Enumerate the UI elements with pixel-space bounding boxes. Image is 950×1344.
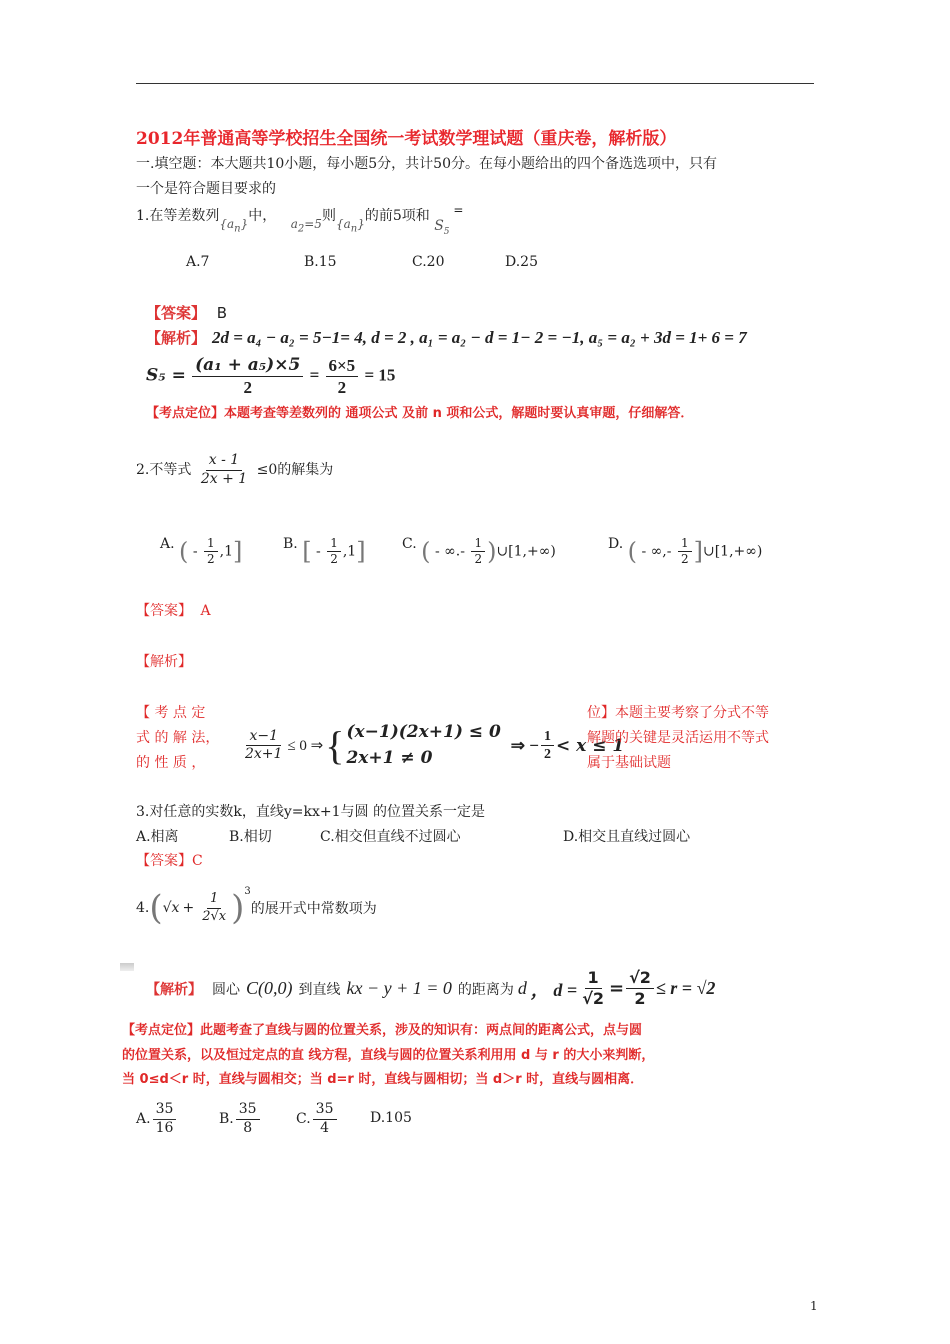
q2-opt-b-label: B. [283, 536, 298, 552]
q1-analysis-line2 [146, 355, 395, 399]
q1-cond: a [290, 217, 298, 231]
q3-stem: 3.对任意的实数k，直线y=kx+1与圆 的位置关系一定是 [136, 804, 485, 820]
q4-analysis-b: 到直线 [298, 981, 341, 998]
q4-opt-b-label: B. [219, 1111, 234, 1127]
q3-option-a: A.相离 [136, 829, 179, 845]
q4-analysis-tail: ≤ r = √2 [655, 978, 716, 998]
q2-sys-implies: ⇒ − [510, 735, 539, 755]
q2-point-left-3: 的 性 质 ， [136, 755, 206, 771]
q4-option-c [296, 1101, 339, 1137]
q4-point-text1: 此题考查了直线与圆的位置关系，涉及的知识有：两点间的距离公式，点与圆 [200, 1023, 643, 1038]
q2-frac-num: x - 1 [206, 452, 242, 471]
q2-opt-a-num: 1 [204, 536, 218, 552]
q1-point-tag: 【考点定位】 [146, 406, 225, 421]
q2-opt-c-tail: ∪[1,+∞) [496, 543, 556, 560]
q1-analysis-tag: 【解析】 [146, 329, 207, 347]
q2-opt-c-den: 2 [474, 552, 483, 566]
q3-answer [136, 850, 203, 870]
section-intro-1: 一.填空题：本大题共10小题，每小题5分，共计50分。在每小题给出的四个备选选项中，只有 [136, 156, 717, 172]
q2-frac-den: 2x + 1 [200, 470, 248, 487]
q2-point-right-1: 位】本题主要考察了分式不等 [587, 705, 769, 721]
scribble-mark [120, 963, 134, 971]
q1-seq: {a [219, 217, 235, 231]
q1-frac-eq: = [309, 365, 320, 385]
q1-sum-sub: 5 [443, 226, 450, 237]
q1-point [146, 402, 693, 421]
q4-frac1-den: √2 [582, 989, 604, 1008]
q4-point-line2: 的位置关系，以及恒过定点的直 线方程，直线与圆的位置关系利用用 d 与 r 的大小来判断， [122, 1048, 655, 1063]
q4-opt-c-den: 4 [320, 1119, 330, 1136]
q1-stem: 1.在等差数列$\{a_n\}$中， $a_2=5$则$\{a_n\}$的前5项和 $S_5$ = [136, 203, 464, 237]
q2-opt-a-label: A. [160, 536, 175, 552]
q4-point-line3: 当 0≤d＜r 时，直线与圆相交；当 d=r 时，直线与圆相切；当 d＞r 时，直线与圆相离． [122, 1072, 644, 1087]
q4-opt-a-label: A. [136, 1111, 151, 1127]
q1-frac1-den: 2 [243, 378, 252, 398]
q2-point-right-2: 解题的关键是灵活运用不等式 [587, 730, 769, 746]
q4-frac2-num: √2 [626, 968, 654, 989]
q4-opt-c-label: C. [296, 1111, 311, 1127]
q2-answer [136, 600, 211, 620]
q3-answer-tag: 【答案】 [136, 853, 192, 869]
q3-option-b: B.相切 [229, 829, 272, 845]
q4-frac1-num: 1 [585, 968, 602, 989]
q1-option-a: A.7 [186, 254, 210, 270]
q2-solution: $\frac{x-1}{2x+1}$ ≤ 0 ⇒ { (x−1)(2x+1) ≤ 0 2x+1 ≠ 0 ⇒ − $\frac{1}{2}$ < x ≤ 1 [240, 720, 624, 771]
q2-opt-a-den: 2 [207, 552, 215, 566]
q1-cond-sub: 2 [297, 223, 305, 235]
q4-point-line1 [122, 1019, 642, 1038]
q1-eq: = [449, 203, 464, 217]
q4-analysis-eq2: = [609, 978, 625, 999]
q1-cond-val: =5 [304, 217, 322, 231]
q2-opt-d-num: 1 [678, 536, 692, 552]
q1-stem-c: 则 [321, 208, 336, 224]
q4-analysis-line: kx − y + 1 = 0 [346, 978, 452, 998]
q4-sqrt-x: √x [162, 900, 180, 916]
q4-frac2-den: 2 [634, 989, 646, 1008]
q4-option-b [219, 1101, 262, 1137]
q1-stem-b: 中， [248, 208, 277, 224]
q2-sys-half-den: 2 [543, 747, 551, 762]
q1-option-b: B.15 [304, 254, 337, 270]
page-number: 1 [810, 1299, 818, 1313]
q4-analysis-a: 圆心 [212, 981, 240, 998]
q2-sys-frac-num: x−1 [246, 728, 281, 747]
q2-opt-b-den: 2 [330, 552, 338, 566]
q2-opt-d-label: D. [608, 536, 624, 552]
q4-analysis-d-var: d [517, 978, 527, 998]
page-title: 2012年普通高等学校招生全国统一考试数学理试题（重庆卷，解析版） [136, 129, 677, 149]
q2-sys-row2: 2x+1 ≠ 0 [346, 747, 433, 768]
q1-option-c: C.20 [412, 254, 445, 270]
q3-option-c: C.相交但直线不过圆心 [320, 829, 461, 845]
q2-point-left-2: 式 的 解 法， [136, 730, 220, 746]
q4-power: 3 [244, 886, 251, 897]
q3-option-d: D.相交且直线过圆心 [563, 829, 691, 845]
q1-option-d: D.25 [505, 254, 538, 270]
section-intro-2: 一个是符合题目要求的 [136, 181, 276, 197]
q1-frac2-den: 2 [337, 378, 347, 398]
q2-opt-c-label: C. [402, 536, 417, 552]
q1-seq-sub-2: n [350, 223, 358, 235]
q2-point-right-3: 属于基础试题 [587, 755, 671, 771]
q4-analysis-tag: 【解析】 [146, 981, 202, 998]
q2-answer-tag: 【答案】 [136, 603, 192, 619]
q1-stem-d: 的前5项和 [364, 208, 430, 224]
q4-analysis [146, 968, 715, 1009]
q2-stem-b: ≤0的解集为 [256, 462, 334, 478]
q2-sys-half-num: 1 [541, 728, 554, 747]
q4-opt-c-num: 35 [313, 1101, 337, 1120]
q1-s5-lhs: S₅ = [146, 365, 186, 386]
q2-answer-value: A [200, 603, 211, 619]
q2-sys-frac-den: 2x+1 [245, 746, 283, 762]
q2-point-left-1: 【 考 点 定 [136, 705, 206, 721]
q2-opt-d-tail: ∪[1,+∞) [702, 543, 763, 560]
q2-sys-row1: (x−1)(2x+1) ≤ 0 [346, 722, 501, 742]
q4-analysis-c: 的距离为 [457, 981, 514, 998]
q1-sum: S [434, 218, 444, 234]
q1-point-text: 本题考查等差数列的 通项公式 及前 n 项和公式，解题时要认真审题，仔细解答． [224, 406, 694, 421]
q4-point-tag: 【考点定位】 [122, 1023, 201, 1038]
q4-stem-a: 4. [136, 900, 150, 916]
q1-stem-a: 1.在等差数列 [136, 208, 220, 224]
q2-opt-d-den: 2 [680, 552, 689, 566]
q2-opt-c-num: 1 [471, 536, 485, 552]
q4-opt-a-num: 35 [153, 1101, 177, 1120]
header-rule [136, 83, 814, 84]
q4-opt-b-den: 8 [243, 1119, 253, 1136]
q2-option-c: C. ( - ∞.- $\frac{1}{2}$ )∪[1,+∞) [402, 536, 556, 566]
q1-frac1-num: (a₁ + a₅)×5 [192, 355, 303, 377]
q4-frac-num: 1 [207, 891, 221, 908]
q4-option-a [136, 1101, 178, 1137]
q4-analysis-center: C(0,0) [246, 978, 293, 998]
q2-option-d: D. ( - ∞,- $\frac{1}{2}$ ]∪[1,+∞) [608, 536, 763, 566]
q2-option-a: A. ( - $\frac{1}{2}$ ,1] [160, 536, 243, 566]
q4-analysis-d-eq: ， d = [530, 979, 578, 1000]
q1-frac2-num: 6×5 [326, 355, 359, 377]
q4-plus: + [182, 900, 195, 916]
q1-analysis-eq1: 2d = a₄ − a₂ = 5−1= 4, d = 2 , a₁ = a₂ − d = 1− 2 = −1, a₅ = a₂ + 3d = 1+ 6 = 7 [211, 328, 747, 347]
q1-analysis-line1 [146, 327, 747, 348]
q1-result: = 15 [364, 365, 396, 385]
q1-answer-tag: 【答案】 [146, 304, 207, 322]
q1-answer [146, 302, 227, 323]
q3-answer-value: C [192, 853, 203, 869]
q2-sys-tail: < x ≤ 1 [555, 735, 625, 756]
q2-option-b: B. [ - $\frac{1}{2}$ ,1] [283, 536, 366, 566]
q4-opt-a-den: 16 [155, 1119, 174, 1136]
q4-option-d: D.105 [370, 1110, 412, 1126]
q4-frac-den: 2√x [202, 908, 227, 924]
q1-seq-sub: n [234, 223, 241, 235]
q2-stem-a: 2.不等式 [136, 462, 192, 478]
q2-analysis-tag: 【解析】 [136, 654, 192, 670]
q4-stem: 4. ( √x + $\frac{1}{2√x}$ ) $^3$ 的展开式中常数项为 [136, 886, 377, 928]
q2-stem [136, 452, 333, 488]
q2-opt-b-num: 1 [327, 536, 341, 552]
q4-opt-b-num: 35 [236, 1101, 260, 1120]
q1-seq-2: {a [335, 217, 351, 231]
q4-stem-b: 的展开式中常数项为 [250, 901, 377, 917]
q1-answer-value: B [216, 304, 228, 322]
q2-sys-leq: ≤ 0 ⇒ [287, 738, 324, 754]
